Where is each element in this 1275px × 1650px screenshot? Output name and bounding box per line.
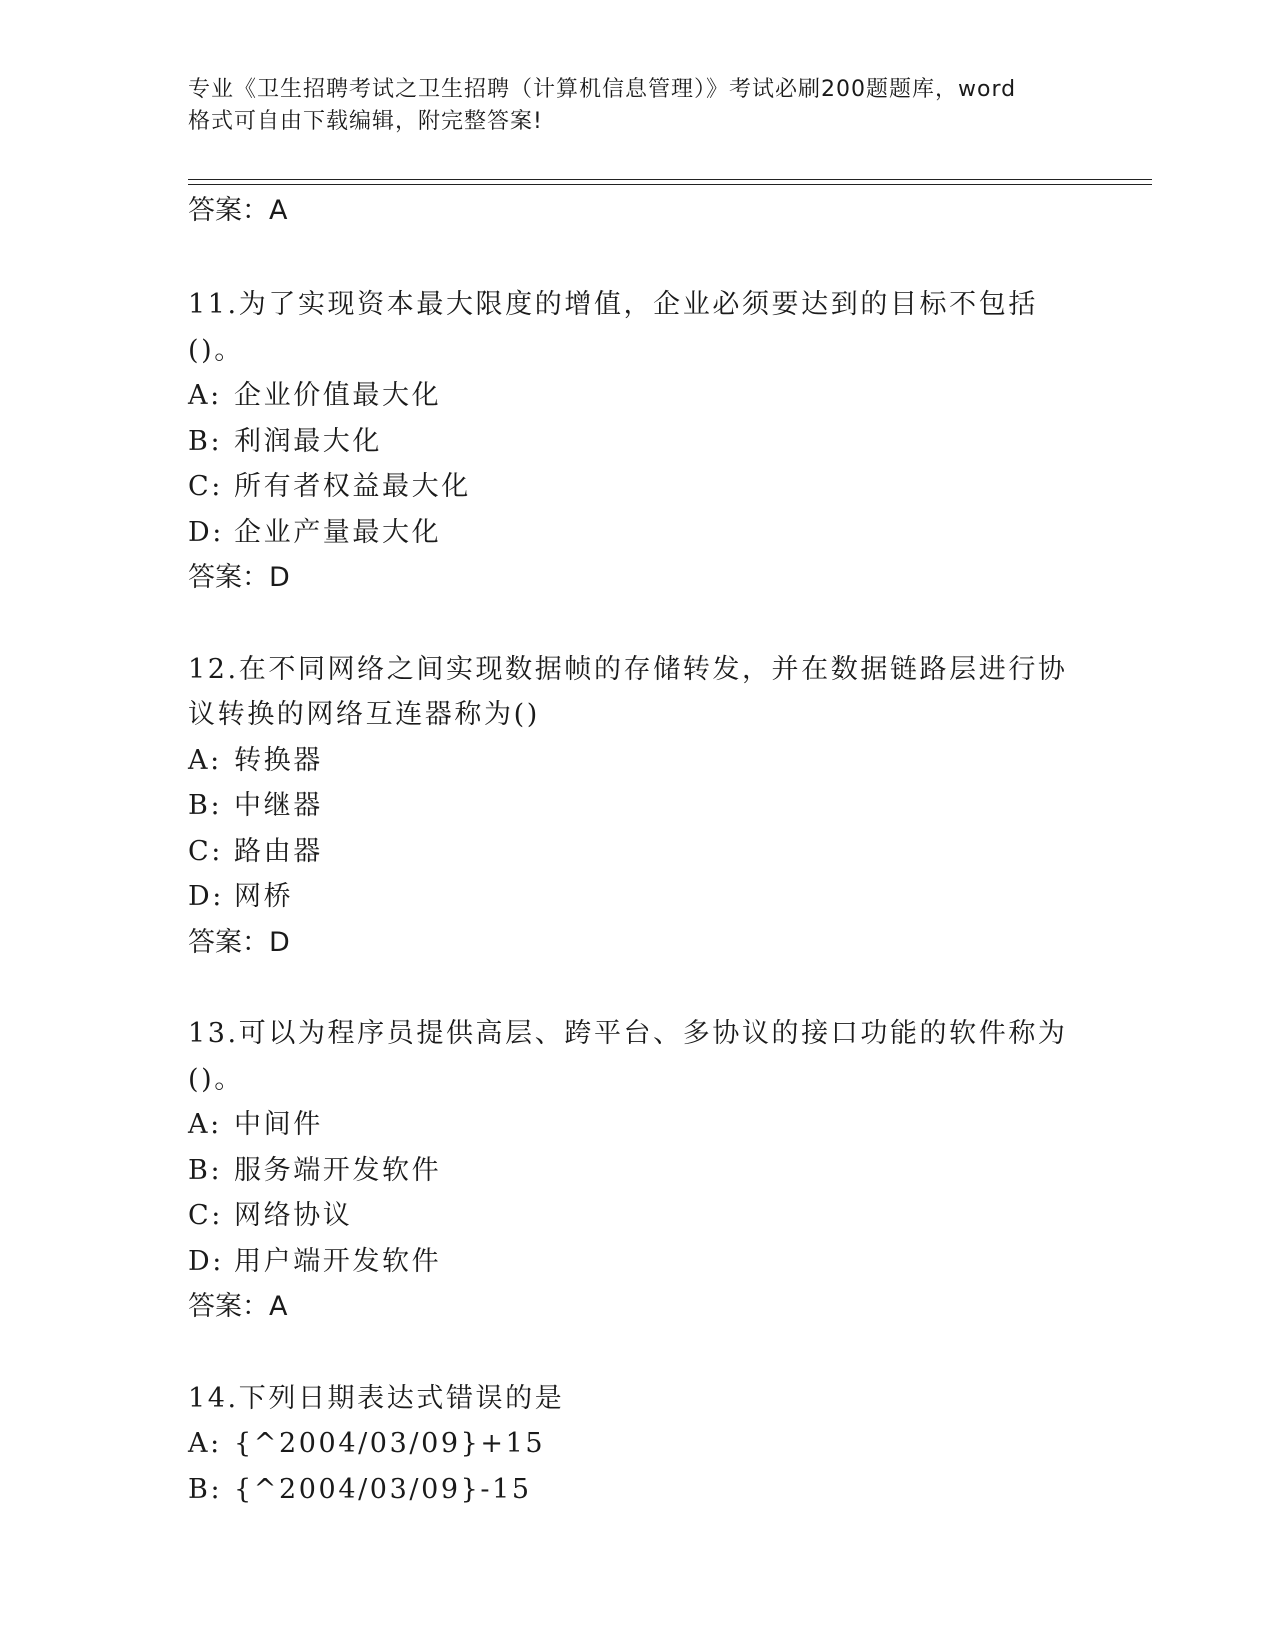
- question-option: [188, 419, 1088, 465]
- option-key: A:: [188, 1109, 222, 1140]
- option-key: B:: [188, 790, 223, 821]
- option-text: {^2004/03/09}-15: [234, 1473, 532, 1505]
- question-option: [188, 829, 1088, 875]
- question-option: [188, 1148, 1088, 1194]
- question-block: [188, 282, 1088, 601]
- question-option: [188, 464, 1088, 510]
- header-line-2: 格式可自由下载编辑，附完整答案!: [188, 109, 543, 134]
- option-text: 企业产量最大化: [234, 516, 442, 548]
- question-option: [188, 1467, 1088, 1513]
- question-stem: 11.为了实现资本最大限度的增值，企业必须要达到的目标不包括()。: [188, 289, 1038, 366]
- option-text: 所有者权益最大化: [234, 471, 471, 502]
- option-key: D:: [188, 516, 224, 548]
- header-divider-top: [188, 179, 1152, 180]
- option-key: A:: [188, 1428, 222, 1459]
- option-key: C:: [188, 471, 223, 502]
- question-option: [188, 874, 1088, 920]
- option-text: 网桥: [234, 881, 294, 912]
- option-key: C:: [188, 1200, 223, 1231]
- option-key: A:: [188, 380, 222, 411]
- question-option: [188, 1421, 1088, 1467]
- header-line-1: 专业《卫生招聘考试之卫生招聘（计算机信息管理）》考试必刷200题题库，word: [188, 77, 1017, 102]
- question-block: [188, 647, 1088, 966]
- question-stem: 12.在不同网络之间实现数据帧的存储转发，并在数据链路层进行协议转换的网络互连器称为(): [188, 653, 1068, 730]
- question-option: [188, 1239, 1088, 1285]
- question-option: [188, 510, 1088, 556]
- question-answer: 答案：D: [188, 562, 290, 593]
- question-stem: 13.可以为程序员提供高层、跨平台、多协议的接口功能的软件称为()。: [188, 1018, 1068, 1095]
- question-option: [188, 783, 1088, 829]
- option-key: D:: [188, 881, 224, 912]
- question-answer: 答案：A: [188, 1291, 288, 1322]
- question-option: [188, 1193, 1088, 1239]
- question-block: [188, 1376, 1088, 1513]
- option-text: 企业价值最大化: [234, 380, 442, 411]
- question-option: [188, 738, 1088, 784]
- question-block: [188, 1011, 1088, 1330]
- question-list: [188, 282, 1088, 1558]
- option-text: {^2004/03/09}+15: [234, 1428, 546, 1459]
- previous-answer: 答案：A: [188, 195, 288, 226]
- header-divider-bottom: [188, 184, 1152, 185]
- question-option: [188, 1102, 1088, 1148]
- option-key: B:: [188, 425, 223, 457]
- question-stem: 14.下列日期表达式错误的是: [188, 1382, 565, 1414]
- question-answer: 答案：D: [188, 926, 290, 958]
- option-text: 服务端开发软件: [234, 1154, 442, 1186]
- option-text: 利润最大化: [234, 425, 382, 457]
- option-key: B:: [188, 1473, 223, 1505]
- option-text: 路由器: [234, 835, 323, 867]
- option-text: 中继器: [234, 790, 323, 821]
- option-text: 转换器: [234, 744, 323, 776]
- option-text: 用户端开发软件: [234, 1245, 442, 1277]
- option-key: C:: [188, 835, 223, 867]
- question-option: [188, 373, 1088, 419]
- option-text: 网络协议: [234, 1200, 353, 1231]
- option-text: 中间件: [234, 1109, 323, 1140]
- option-key: A:: [188, 744, 222, 776]
- document-header: [188, 74, 1088, 138]
- option-key: B:: [188, 1154, 223, 1186]
- option-key: D:: [188, 1245, 224, 1277]
